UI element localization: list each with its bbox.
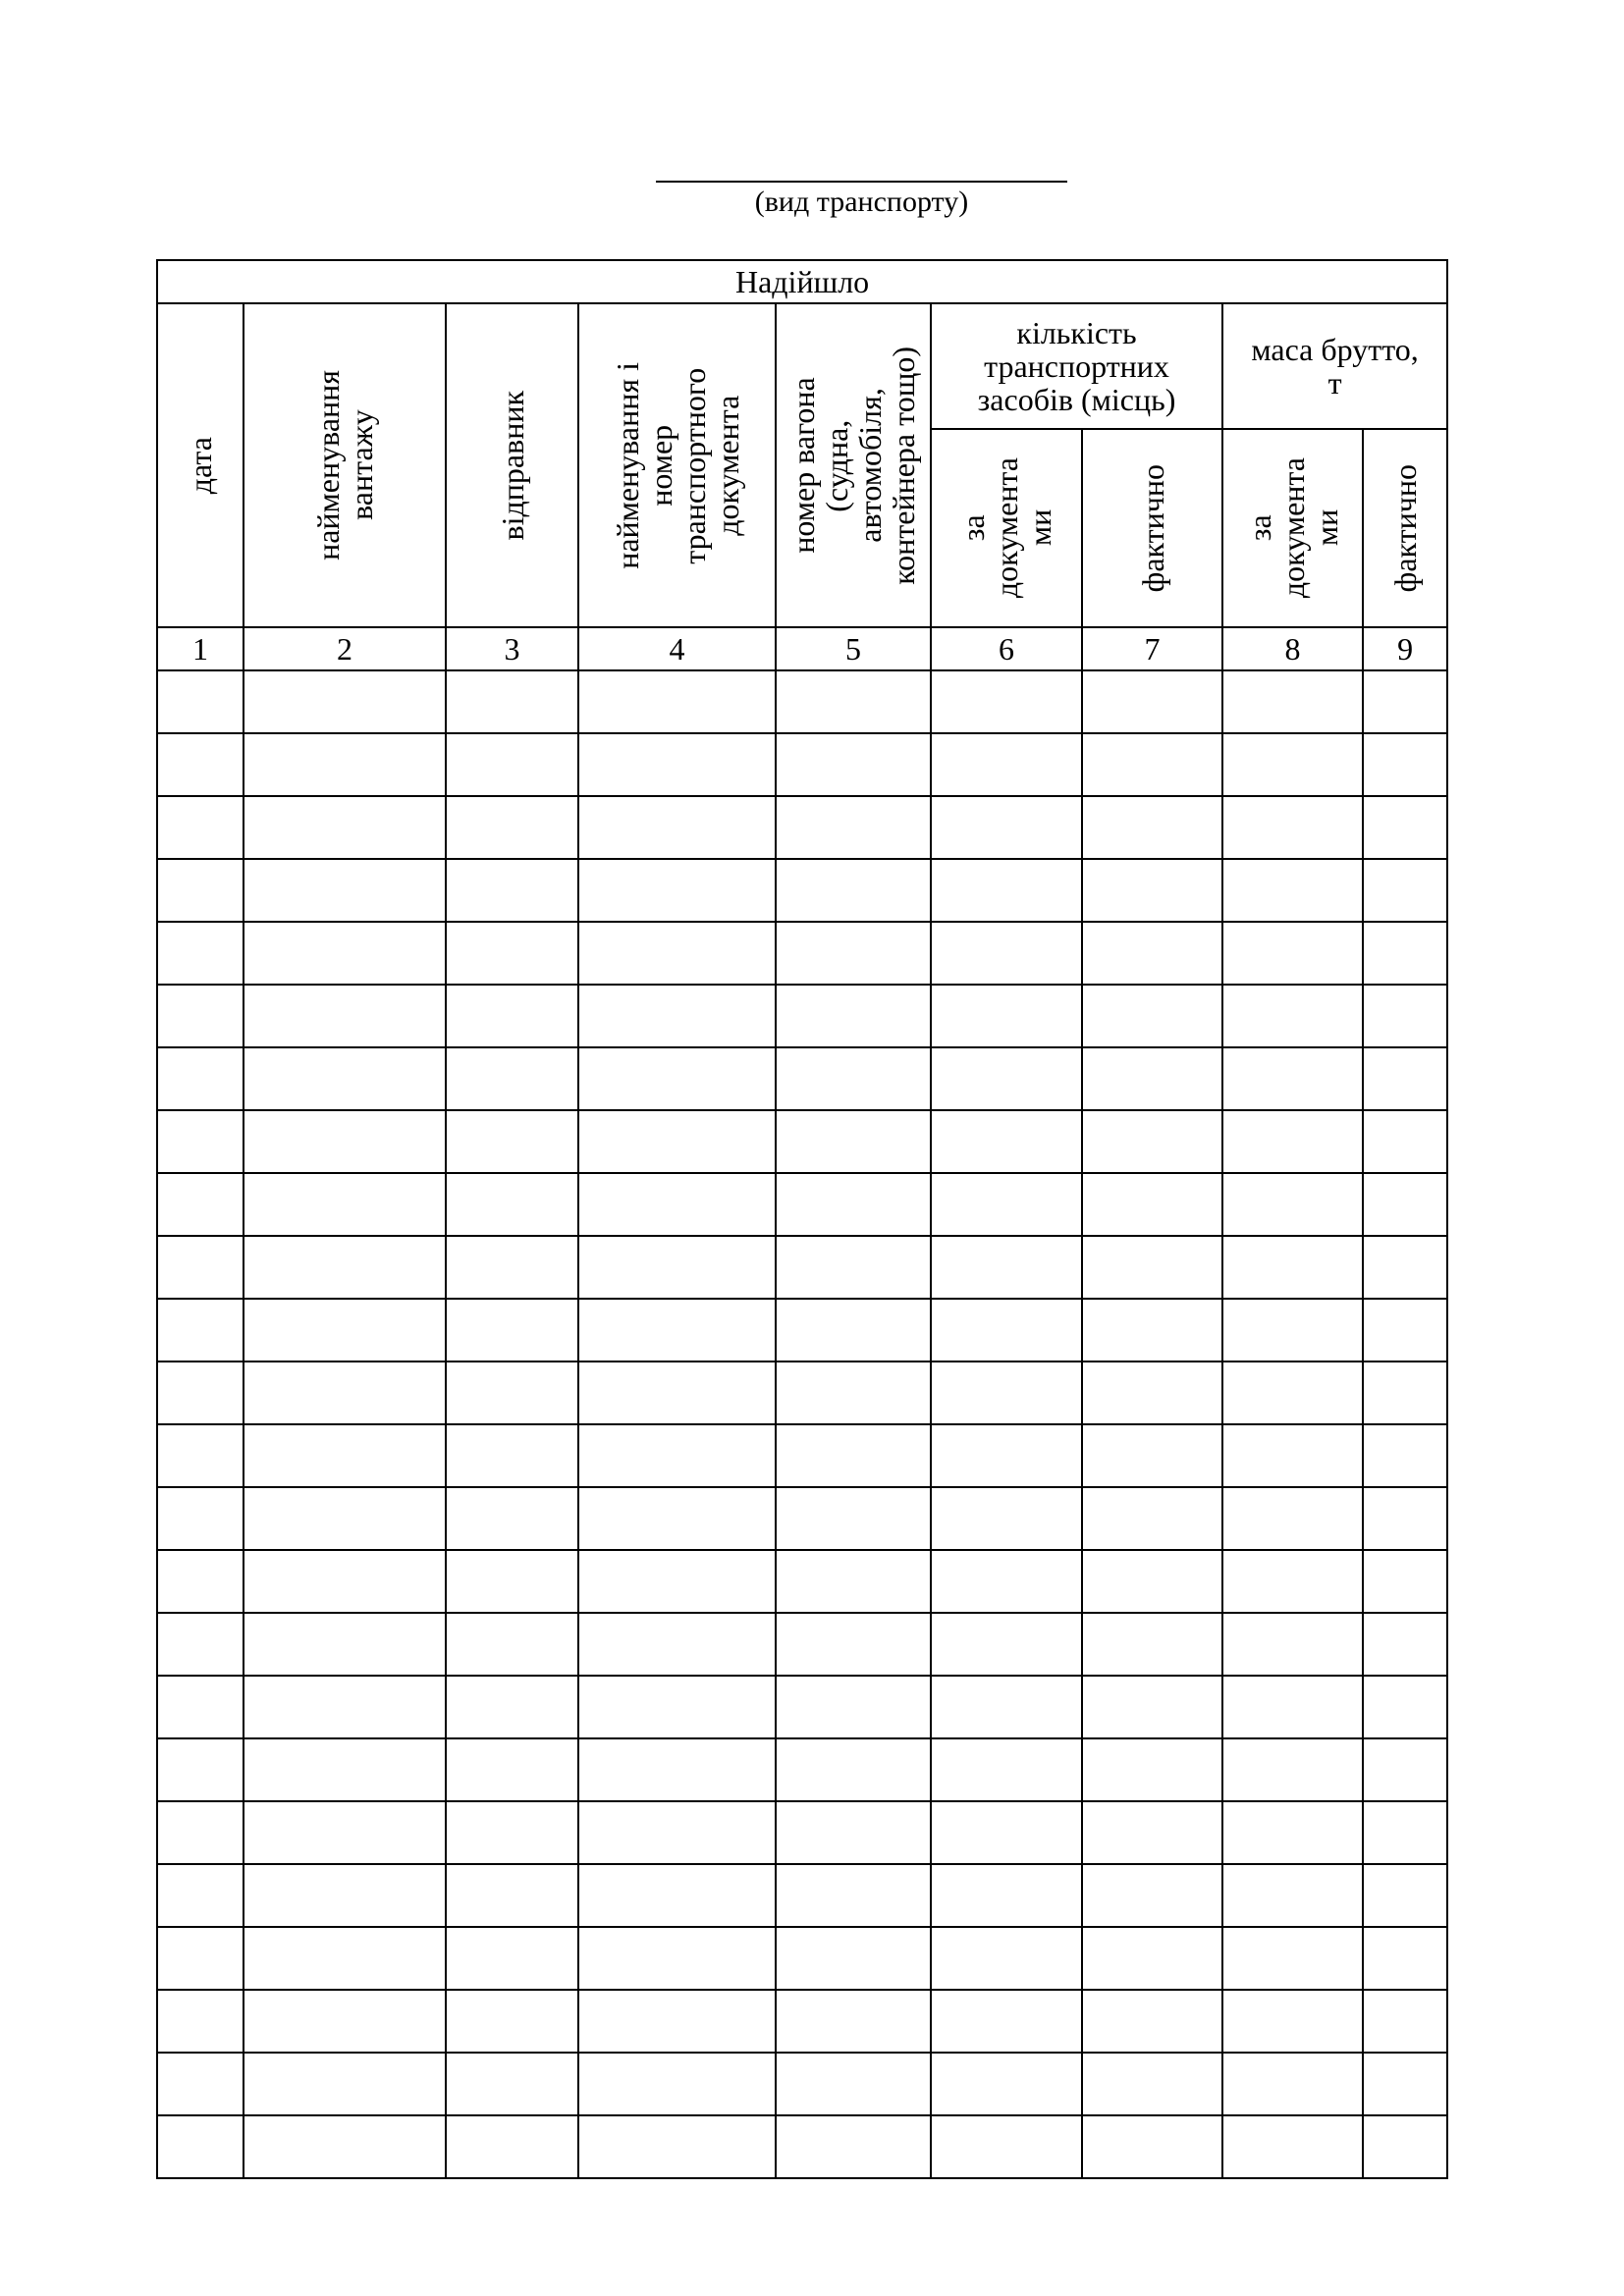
table-cell[interactable] <box>1082 1550 1222 1613</box>
table-cell[interactable] <box>931 1424 1082 1487</box>
table-cell[interactable] <box>931 2053 1082 2115</box>
table-row <box>157 1424 1447 1487</box>
table-cell[interactable] <box>776 1738 931 1801</box>
table-cell[interactable] <box>244 1738 446 1801</box>
table-cell[interactable] <box>931 985 1082 1047</box>
table-cell[interactable] <box>1222 1801 1363 1864</box>
table-cell[interactable] <box>1082 2053 1222 2115</box>
table-cell[interactable] <box>1363 1801 1447 1864</box>
table-cell[interactable] <box>931 1173 1082 1236</box>
table-cell[interactable] <box>1363 1110 1447 1173</box>
table-cell[interactable] <box>1363 1927 1447 1990</box>
table-cell[interactable] <box>776 2053 931 2115</box>
table-cell[interactable] <box>931 1864 1082 1927</box>
table-cell[interactable] <box>1363 922 1447 985</box>
table-cell[interactable] <box>446 1110 578 1173</box>
table-cell[interactable] <box>1082 985 1222 1047</box>
table-cell[interactable] <box>1363 670 1447 733</box>
table-cell[interactable] <box>244 1236 446 1299</box>
column-number: 5 <box>776 627 931 670</box>
table-cell[interactable] <box>157 1047 244 1110</box>
table-row <box>157 2115 1447 2178</box>
table-cell[interactable] <box>578 733 776 796</box>
table-cell[interactable] <box>244 1676 446 1738</box>
table-cell[interactable] <box>244 1990 446 2053</box>
table-cell[interactable] <box>157 859 244 922</box>
table-row <box>157 1236 1447 1299</box>
table-cell[interactable] <box>244 922 446 985</box>
table-row <box>157 985 1447 1047</box>
table-cell[interactable] <box>776 1173 931 1236</box>
table-row <box>157 1676 1447 1738</box>
table-cell[interactable] <box>1222 1990 1363 2053</box>
table-cell[interactable] <box>931 1299 1082 1362</box>
transport-type-caption: (вид транспорту) <box>754 186 969 218</box>
table-cell[interactable] <box>578 1173 776 1236</box>
table-cell[interactable] <box>244 1110 446 1173</box>
table-cell[interactable] <box>157 796 244 859</box>
table-cell[interactable] <box>244 1299 446 1362</box>
table-cell[interactable] <box>446 1424 578 1487</box>
table-cell[interactable] <box>578 1047 776 1110</box>
table-cell[interactable] <box>776 733 931 796</box>
table-cell[interactable] <box>1082 922 1222 985</box>
table-cell[interactable] <box>578 670 776 733</box>
table-cell[interactable] <box>1222 1173 1363 1236</box>
table-cell[interactable] <box>931 1927 1082 1990</box>
table-row <box>157 1110 1447 1173</box>
table-cell[interactable] <box>1222 1424 1363 1487</box>
table-cell[interactable] <box>157 922 244 985</box>
table-cell[interactable] <box>446 670 578 733</box>
table-cell[interactable] <box>578 796 776 859</box>
table-cell[interactable] <box>446 1676 578 1738</box>
table-cell[interactable] <box>1082 1487 1222 1550</box>
column-number: 1 <box>157 627 244 670</box>
table-cell[interactable] <box>446 1864 578 1927</box>
table-cell[interactable] <box>157 1676 244 1738</box>
table-cell[interactable] <box>157 1927 244 1990</box>
header-wagon-number: номер вагона (судна, автомобіля, контейнера тощо) <box>776 303 931 627</box>
table-cell[interactable] <box>157 1990 244 2053</box>
table-title: Надійшло <box>157 260 1447 303</box>
table-cell[interactable] <box>1363 1864 1447 1927</box>
header-transport-document: найменування і номер транспортного документа <box>578 303 776 627</box>
table-cell[interactable] <box>578 1487 776 1550</box>
table-cell[interactable] <box>244 1550 446 1613</box>
table-cell[interactable] <box>244 670 446 733</box>
column-number: 6 <box>931 627 1082 670</box>
table-cell[interactable] <box>1082 1801 1222 1864</box>
table-cell[interactable] <box>1222 1236 1363 1299</box>
table-cell[interactable] <box>157 1613 244 1676</box>
header-gross-mass-by-documents: за документа ми <box>1222 429 1363 627</box>
table-cell[interactable] <box>931 2115 1082 2178</box>
table-row <box>157 859 1447 922</box>
table-cell[interactable] <box>578 1676 776 1738</box>
table-cell[interactable] <box>1222 922 1363 985</box>
table-row <box>157 2053 1447 2115</box>
table-cell[interactable] <box>1082 1864 1222 1927</box>
table-cell[interactable] <box>1082 2115 1222 2178</box>
table-cell[interactable] <box>776 1927 931 1990</box>
table-cell[interactable] <box>931 670 1082 733</box>
table-cell[interactable] <box>244 1047 446 1110</box>
table-cell[interactable] <box>446 859 578 922</box>
table-cell[interactable] <box>931 1676 1082 1738</box>
table-row <box>157 922 1447 985</box>
table-cell[interactable] <box>931 1110 1082 1173</box>
table-cell[interactable] <box>446 796 578 859</box>
table-cell[interactable] <box>1363 1487 1447 1550</box>
table-cell[interactable] <box>776 1676 931 1738</box>
table-row <box>157 733 1447 796</box>
table-cell[interactable] <box>776 1550 931 1613</box>
table-cell[interactable] <box>157 1864 244 1927</box>
table-cell[interactable] <box>578 859 776 922</box>
table-cell[interactable] <box>1082 733 1222 796</box>
table-cell[interactable] <box>776 2115 931 2178</box>
table-cell[interactable] <box>157 733 244 796</box>
table-row <box>157 1299 1447 1362</box>
table-cell[interactable] <box>446 1487 578 1550</box>
table-cell[interactable] <box>244 1864 446 1927</box>
table-cell[interactable] <box>931 1613 1082 1676</box>
table-cell[interactable] <box>931 733 1082 796</box>
column-number: 7 <box>1082 627 1222 670</box>
table-cell[interactable] <box>1082 1173 1222 1236</box>
table-cell[interactable] <box>157 1173 244 1236</box>
table-cell[interactable] <box>776 1801 931 1864</box>
table-cell[interactable] <box>1363 1613 1447 1676</box>
table-cell[interactable] <box>1082 1613 1222 1676</box>
table-cell[interactable] <box>1363 1990 1447 2053</box>
table-cell[interactable] <box>1363 1047 1447 1110</box>
table-cell[interactable] <box>1363 1299 1447 1362</box>
table-cell[interactable] <box>244 1613 446 1676</box>
table-cell[interactable] <box>446 1801 578 1864</box>
table-cell[interactable] <box>1082 1110 1222 1173</box>
table-cell[interactable] <box>1363 796 1447 859</box>
table-cell[interactable] <box>157 1110 244 1173</box>
table-cell[interactable] <box>1363 985 1447 1047</box>
table-cell[interactable] <box>578 1424 776 1487</box>
table-cell[interactable] <box>931 1550 1082 1613</box>
table-cell[interactable] <box>446 1236 578 1299</box>
table-cell[interactable] <box>1082 670 1222 733</box>
table-row <box>157 1990 1447 2053</box>
table-cell[interactable] <box>446 1927 578 1990</box>
table-cell[interactable] <box>1222 985 1363 1047</box>
table-cell[interactable] <box>244 1927 446 1990</box>
table-cell[interactable] <box>776 859 931 922</box>
table-cell[interactable] <box>1222 1110 1363 1173</box>
table-row <box>157 1550 1447 1613</box>
table-cell[interactable] <box>578 1362 776 1424</box>
table-cell[interactable] <box>578 1801 776 1864</box>
table-cell[interactable] <box>1082 1927 1222 1990</box>
table-cell[interactable] <box>1222 1362 1363 1424</box>
header-gross-mass-actual: фактично <box>1363 429 1447 627</box>
table-cell[interactable] <box>1222 1613 1363 1676</box>
table-cell[interactable] <box>931 1047 1082 1110</box>
table-cell[interactable] <box>578 2053 776 2115</box>
table-row <box>157 1801 1447 1864</box>
table-cell[interactable] <box>1222 1864 1363 1927</box>
table-cell[interactable] <box>931 922 1082 985</box>
table-cell[interactable] <box>157 670 244 733</box>
header-date: дата <box>157 303 244 627</box>
table-cell[interactable] <box>1222 1299 1363 1362</box>
table-cell[interactable] <box>578 1864 776 1927</box>
table-cell[interactable] <box>1082 1236 1222 1299</box>
table-cell[interactable] <box>157 1236 244 1299</box>
arrivals-table <box>156 259 1448 2179</box>
table-row <box>157 1738 1447 1801</box>
column-number: 3 <box>446 627 578 670</box>
table-row <box>157 1173 1447 1236</box>
table-cell[interactable] <box>578 1110 776 1173</box>
table-row <box>157 796 1447 859</box>
table-cell[interactable] <box>244 796 446 859</box>
table-cell[interactable] <box>1222 733 1363 796</box>
table-cell[interactable] <box>244 1173 446 1236</box>
table-cell[interactable] <box>776 1424 931 1487</box>
table-cell[interactable] <box>244 1424 446 1487</box>
table-cell[interactable] <box>1363 1362 1447 1424</box>
table-cell[interactable] <box>578 1236 776 1299</box>
table-cell[interactable] <box>157 2115 244 2178</box>
column-number: 9 <box>1363 627 1447 670</box>
table-cell[interactable] <box>931 1362 1082 1424</box>
table-cell[interactable] <box>1082 1424 1222 1487</box>
table-cell[interactable] <box>446 985 578 1047</box>
table-cell[interactable] <box>1082 1047 1222 1110</box>
table-cell[interactable] <box>1222 1487 1363 1550</box>
header-cargo-name: найменування вантажу <box>244 303 446 627</box>
table-cell[interactable] <box>1082 1738 1222 1801</box>
table-row <box>157 1047 1447 1110</box>
header-vehicle-count: кількість транспортних засобів (місць) <box>931 303 1222 429</box>
table-cell[interactable] <box>1363 1676 1447 1738</box>
table-cell[interactable] <box>1082 1676 1222 1738</box>
table-cell[interactable] <box>1363 2053 1447 2115</box>
table-cell[interactable] <box>931 859 1082 922</box>
table-row <box>157 1613 1447 1676</box>
table-cell[interactable] <box>1363 1173 1447 1236</box>
table-cell[interactable] <box>157 1362 244 1424</box>
table-cell[interactable] <box>578 1990 776 2053</box>
table-cell[interactable] <box>446 1299 578 1362</box>
table-cell[interactable] <box>776 1613 931 1676</box>
table-cell[interactable] <box>931 1801 1082 1864</box>
table-cell[interactable] <box>446 1362 578 1424</box>
table-cell[interactable] <box>446 1613 578 1676</box>
table-cell[interactable] <box>244 1801 446 1864</box>
table-cell[interactable] <box>157 1550 244 1613</box>
table-cell[interactable] <box>776 670 931 733</box>
table-cell[interactable] <box>1082 1990 1222 2053</box>
table-cell[interactable] <box>446 1550 578 1613</box>
table-cell[interactable] <box>157 1424 244 1487</box>
table-cell[interactable] <box>1222 1738 1363 1801</box>
table-cell[interactable] <box>244 733 446 796</box>
header-vehicle-count-by-documents: за документа ми <box>931 429 1082 627</box>
table-cell[interactable] <box>1222 796 1363 859</box>
table-cell[interactable] <box>1222 1550 1363 1613</box>
table-cell[interactable] <box>1222 670 1363 733</box>
table-cell[interactable] <box>1222 2115 1363 2178</box>
table-row <box>157 1362 1447 1424</box>
table-cell[interactable] <box>1363 859 1447 922</box>
table-cell[interactable] <box>1082 1299 1222 1362</box>
table-cell[interactable] <box>776 922 931 985</box>
table-cell[interactable] <box>776 1047 931 1110</box>
table-cell[interactable] <box>446 2115 578 2178</box>
table-cell[interactable] <box>931 1738 1082 1801</box>
column-number: 2 <box>244 627 446 670</box>
table-cell[interactable] <box>776 1110 931 1173</box>
table-cell[interactable] <box>1222 2053 1363 2115</box>
table-cell[interactable] <box>1082 1362 1222 1424</box>
table-cell[interactable] <box>776 1299 931 1362</box>
table-cell[interactable] <box>1222 1927 1363 1990</box>
table-cell[interactable] <box>1363 1424 1447 1487</box>
table-cell[interactable] <box>776 796 931 859</box>
table-cell[interactable] <box>1363 733 1447 796</box>
column-number: 8 <box>1222 627 1363 670</box>
table-cell[interactable] <box>446 1738 578 1801</box>
table-cell[interactable] <box>244 859 446 922</box>
table-cell[interactable] <box>1222 1676 1363 1738</box>
table-cell[interactable] <box>578 2115 776 2178</box>
table-cell[interactable] <box>244 1487 446 1550</box>
table-row <box>157 670 1447 733</box>
table-cell[interactable] <box>157 1299 244 1362</box>
table-cell[interactable] <box>244 2115 446 2178</box>
table-cell[interactable] <box>1082 859 1222 922</box>
table-cell[interactable] <box>578 1299 776 1362</box>
table-row <box>157 1927 1447 1990</box>
table-cell[interactable] <box>244 1362 446 1424</box>
table-cell[interactable] <box>578 922 776 985</box>
table-cell[interactable] <box>1363 1738 1447 1801</box>
table-cell[interactable] <box>1363 1550 1447 1613</box>
table-cell[interactable] <box>776 1487 931 1550</box>
table-cell[interactable] <box>446 1047 578 1110</box>
table-cell[interactable] <box>446 733 578 796</box>
table-cell[interactable] <box>446 2053 578 2115</box>
table-cell[interactable] <box>578 1550 776 1613</box>
table-cell[interactable] <box>1222 859 1363 922</box>
table-cell[interactable] <box>157 2053 244 2115</box>
table-row <box>157 1487 1447 1550</box>
column-number: 4 <box>578 627 776 670</box>
table-cell[interactable] <box>446 1990 578 2053</box>
table-cell[interactable] <box>244 2053 446 2115</box>
table-cell[interactable] <box>776 1864 931 1927</box>
table-cell[interactable] <box>157 1801 244 1864</box>
header-gross-mass: маса брутто, т <box>1222 303 1447 429</box>
table-cell[interactable] <box>1222 1047 1363 1110</box>
column-numbers-row <box>157 627 1447 670</box>
table-cell[interactable] <box>776 985 931 1047</box>
table-cell[interactable] <box>578 1927 776 1990</box>
table-cell[interactable] <box>446 922 578 985</box>
table-cell[interactable] <box>244 985 446 1047</box>
table-cell[interactable] <box>578 1738 776 1801</box>
header-sender: відправник <box>446 303 578 627</box>
transport-type-line <box>656 181 1067 183</box>
table-cell[interactable] <box>1363 2115 1447 2178</box>
table-cell[interactable] <box>776 1236 931 1299</box>
table-cell[interactable] <box>776 1990 931 2053</box>
table-cell[interactable] <box>578 1613 776 1676</box>
table-cell[interactable] <box>931 1487 1082 1550</box>
table-cell[interactable] <box>157 985 244 1047</box>
table-cell[interactable] <box>578 985 776 1047</box>
table-cell[interactable] <box>446 1173 578 1236</box>
table-cell[interactable] <box>1082 796 1222 859</box>
header-vehicle-count-actual: фактично <box>1082 429 1222 627</box>
table-cell[interactable] <box>1363 1236 1447 1299</box>
table-cell[interactable] <box>931 1990 1082 2053</box>
table-cell[interactable] <box>157 1738 244 1801</box>
table-cell[interactable] <box>776 1362 931 1424</box>
table-cell[interactable] <box>157 1487 244 1550</box>
table-cell[interactable] <box>931 1236 1082 1299</box>
table-row <box>157 1864 1447 1927</box>
table-cell[interactable] <box>931 796 1082 859</box>
